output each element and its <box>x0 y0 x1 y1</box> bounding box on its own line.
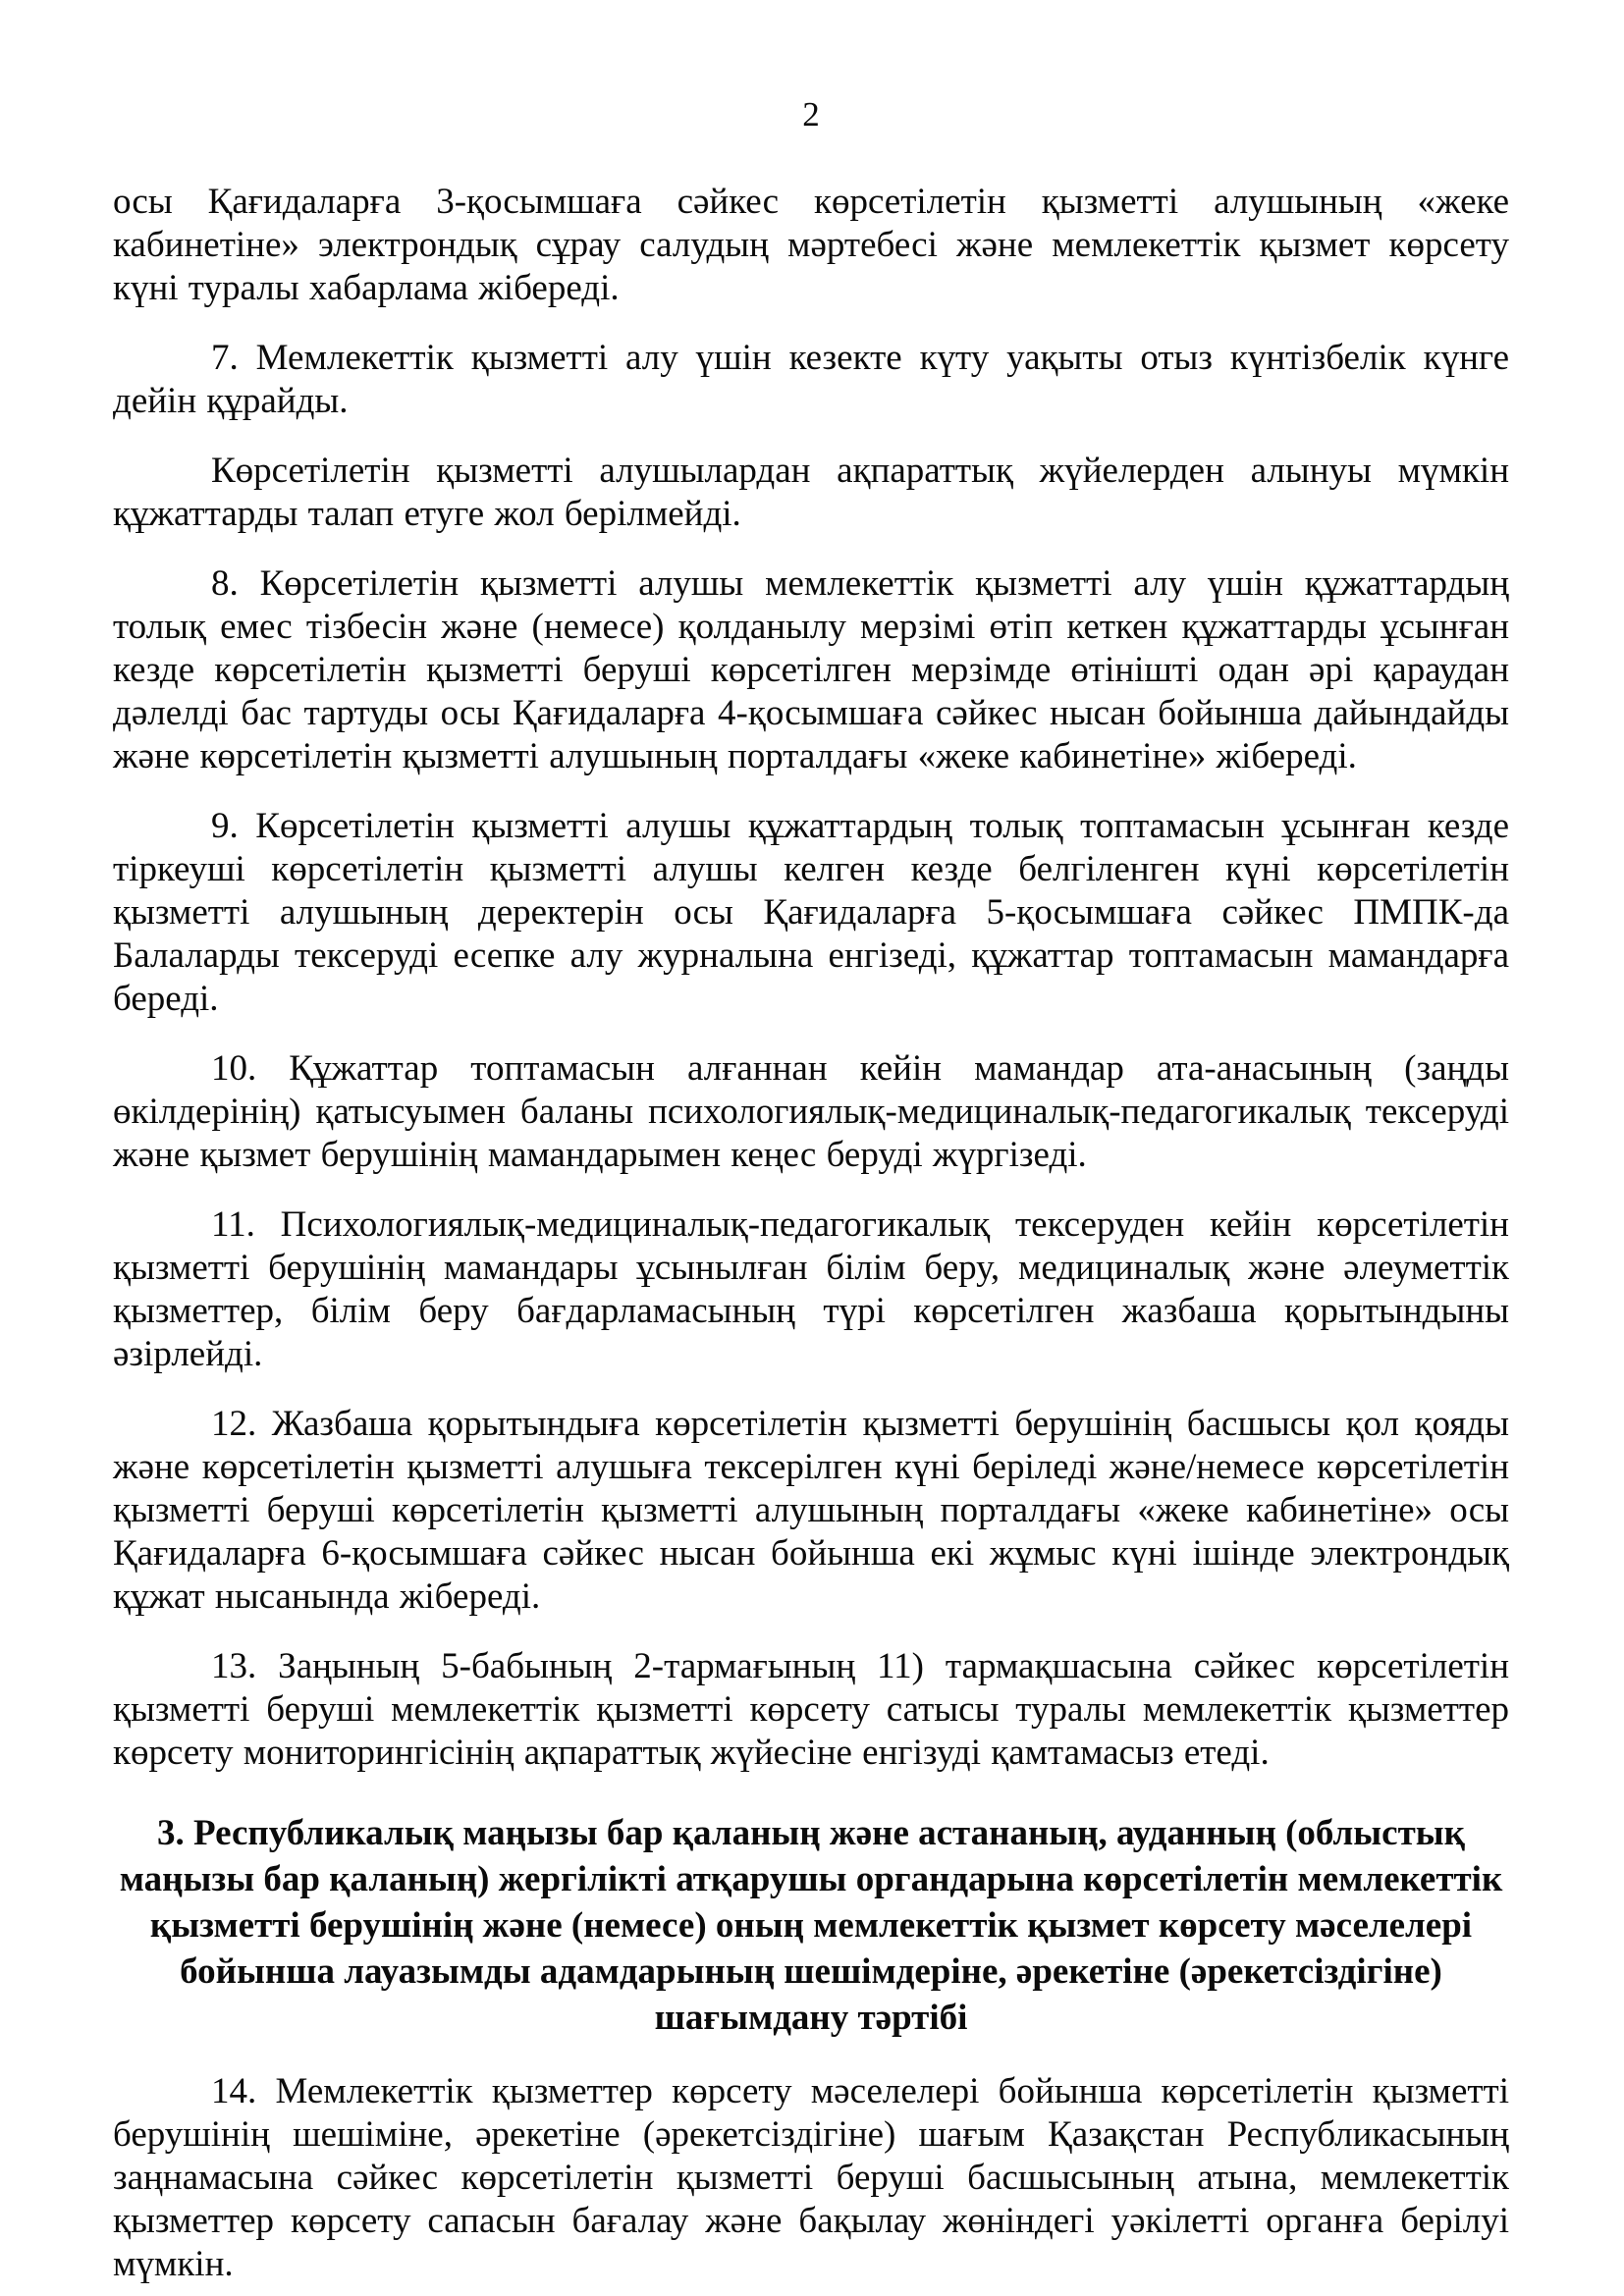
paragraph-8: 8. Көрсетілетін қызметті алушы мемлекеттік қызметті алу үшін құжаттардың толық емес тізбесін және (немесе) қолданылу мерзімі өтіп кеткен құжаттарды ұсынған кезде көрсетілетін қызметті беруші көрсетілген мерзімде өтінішті одан әрі қараудан дәлелді бас тартуды осы Қағидаларға 4-қосымшаға сәйкес нысан бойынша дайындайды және көрсетілетін қызметті алушының порталдағы «жеке кабинетіне» жібереді. <box>113 563 1509 776</box>
paragraph-10: 10. Құжаттар топтамасын алғаннан кейін мамандар ата-анасының (заңды өкілдерінің) қатысуымен баланы психологиялық-медициналық-педагогикалық тексеруді және қызмет берушінің мамандарымен кеңес беруді жүргізеді. <box>113 1048 1509 1175</box>
paragraph-14: 14. Мемлекеттік қызметтер көрсету мәселелері бойынша көрсетілетін қызметті берушінің шешіміне, әрекетіне (әрекетсіздігіне) шағым Қазақстан Республикасының заңнамасына сәйкес көрсетілетін қызметті беруші басшысының атына, мемлекеттік қызметтер көрсету сапасын бағалау және бақылау жөніндегі уәкілетті органға берілуі мүмкін. <box>113 2071 1509 2284</box>
page-content <box>113 96 1509 2296</box>
section-3-heading: 3. Республикалық маңызы бар қаланың және астананың, ауданның (облыстық маңызы бар қаланың) жергілікті атқарушы органдарына көрсетілетін мемлекеттік қызметті берушінің және (немесе) оның мемлекеттік қызмет көрсету мәселелері бойынша лауазымды адамдарының шешімдеріне, әрекетіне (әрекетсіздігіне) шағымдану тәртібі <box>119 1813 1503 2038</box>
paragraph-continuation: осы Қағидаларға 3-қосымшаға сәйкес көрсетілетін қызметті алушының «жеке кабинетіне» электрондық сұрау салудың мәртебесі және мемлекеттік қызмет көрсету күні туралы хабарлама жібереді. <box>113 182 1509 308</box>
paragraph-11: 11. Психологиялық-медициналық-педагогикалық тексеруден кейін көрсетілетін қызметті берушінің мамандары ұсынылған білім беру, медициналық және әлеуметтік қызметтер, білім беру бағдарламасының түрі көрсетілген жазбаша қорытындыны әзірлейді. <box>113 1204 1509 1374</box>
page-number: 2 <box>802 95 820 133</box>
paragraph-9: 9. Көрсетілетін қызметті алушы құжаттардың толық топтамасын ұсынған кезде тіркеуші көрсетілетін қызметті алушы келген кезде белгіленген күні көрсетілетін қызметті алушының деректерін осы Қағидаларға 5-қосымшаға сәйкес ПМПК-да Балаларды тексеруді есепке алу журналына енгізеді, құжаттар топтамасын мамандарға береді. <box>113 806 1509 1019</box>
paragraph-12: 12. Жазбаша қорытындыға көрсетілетін қызметті берушінің басшысы қол қояды және көрсетілетін қызметті алушыға тексерілген күні беріледі және/немесе көрсетілетін қызметті беруші көрсетілетін қызметті алушының порталдағы «жеке кабинетіне» осы Қағидаларға 6-қосымшаға сәйкес нысан бойынша екі жұмыс күні ішінде электрондық құжат нысанында жібереді. <box>113 1404 1509 1617</box>
paragraph-13: 13. Заңының 5-бабының 2-тармағының 11) тармақшасына сәйкес көрсетілетін қызметті беруші мемлекеттік қызметті көрсету сатысы туралы мемлекеттік қызметтер көрсету мониторингісінің ақпараттық жүйесіне енгізуді қамтамасыз етеді. <box>113 1646 1509 1773</box>
paragraph-7: 7. Мемлекеттік қызметті алу үшін кезекте күту уақыты отыз күнтізбелік күнге дейін құрайды. <box>113 338 1509 421</box>
paragraph-unnumbered: Көрсетілетін қызметті алушылардан ақпараттық жүйелерден алынуы мүмкін құжаттарды талап етуге жол берілмейді. <box>113 451 1509 534</box>
